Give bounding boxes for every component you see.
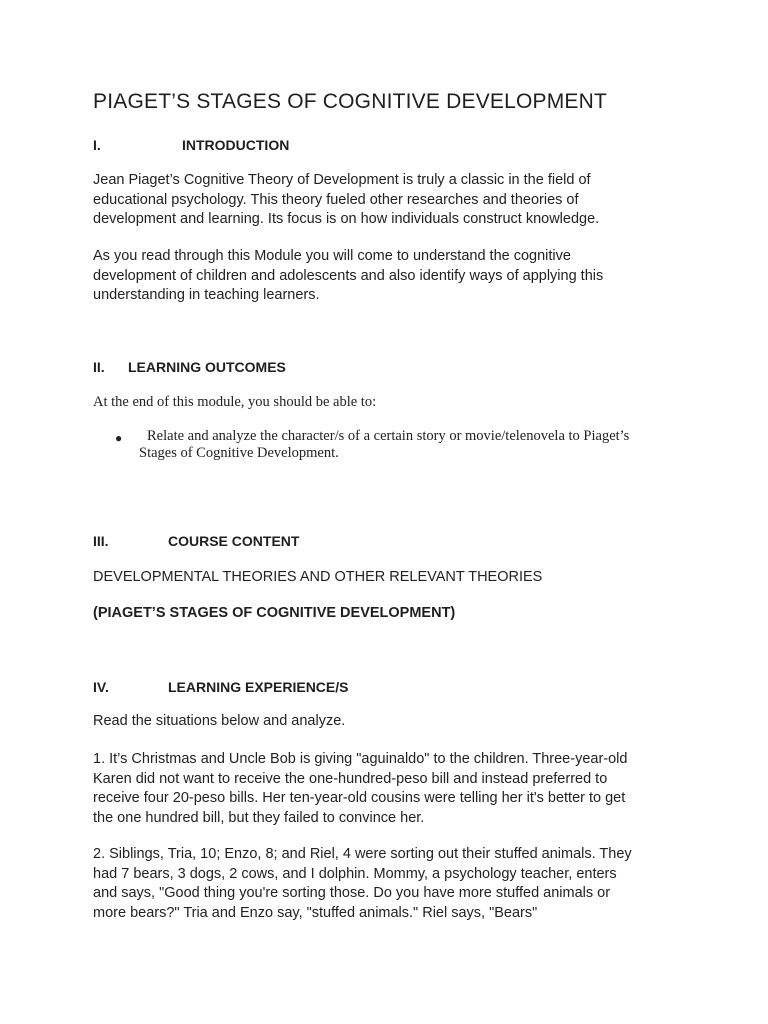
section-label: INTRODUCTION [182, 137, 290, 153]
bullet-icon: ● [115, 431, 123, 445]
text-line: As you read through this Module you will come to understand the cognitive [93, 248, 571, 264]
situation-2 [93, 845, 683, 923]
section-heading-course-content [93, 533, 300, 549]
section-label: COURSE CONTENT [168, 533, 300, 549]
section-number: IV. [93, 679, 109, 695]
intro-paragraph-1 [93, 171, 683, 230]
section-number: I. [93, 137, 101, 153]
section-heading-learning-outcomes [93, 359, 286, 375]
text-line: and says, "Good thing you're sorting those. Do you have more stuffed animals or [93, 885, 611, 901]
course-content-line: DEVELOPMENTAL THEORIES AND OTHER RELEVANT THEORIES [93, 569, 543, 585]
text-line: educational psychology. This theory fueled other researches and theories of [93, 191, 579, 208]
text-line: the one hundred bill, but they failed to convince her. [93, 809, 425, 826]
section-label: LEARNING OUTCOMES [128, 359, 286, 375]
text-line: 1. It’s Christmas and Uncle Bob is giving "aguinaldo" to the children. Three-year-old [93, 751, 628, 767]
section-label: LEARNING EXPERIENCE/S [168, 679, 349, 695]
text-line: development of children and adolescents and also identify ways of applying this [93, 267, 604, 284]
text-line: receive four 20-peso bills. Her ten-year-old cousins were telling her it's better to get [93, 790, 626, 806]
text-line: Relate and analyze the character/s of a certain story or movie/telenovela to Piaget’s [147, 428, 630, 444]
situation-1 [93, 750, 683, 828]
text-line: Karen did not want to receive the one-hundred-peso bill and instead preferred to [93, 770, 608, 787]
text-line: had 7 bears, 3 dogs, 2 cows, and I dolphin. Mommy, a psychology teacher, enters [93, 865, 617, 882]
page-title: PIAGET’S STAGES OF COGNITIVE DEVELOPMENT [93, 90, 608, 113]
course-content-subtitle: (PIAGET’S STAGES OF COGNITIVE DEVELOPMENT) [93, 605, 456, 621]
section-number: II. [93, 359, 105, 375]
outcomes-lead-text: At the end of this module, you should be able to: [93, 394, 377, 410]
section-heading-learning-experience [93, 679, 349, 695]
text-line: Stages of Cognitive Development. [139, 445, 339, 461]
text-line: understanding in teaching learners. [93, 287, 320, 303]
section-number: III. [93, 533, 109, 549]
section-heading-introduction [93, 137, 290, 153]
experience-lead-text: Read the situations below and analyze. [93, 713, 346, 729]
text-line: development and learning. Its focus is on how individuals construct knowledge. [93, 211, 600, 227]
intro-paragraph-2 [93, 247, 683, 306]
text-line: 2. Siblings, Tria, 10; Enzo, 8; and Riel, 4 were sorting out their stuffed animals. They [93, 846, 632, 862]
text-line: Jean Piaget’s Cognitive Theory of Development is truly a classic in the field of [93, 172, 591, 188]
outcome-bullet-item [139, 428, 629, 462]
text-line: more bears?" Tria and Enzo say, "stuffed animals." Riel says, "Bears" [93, 904, 538, 921]
